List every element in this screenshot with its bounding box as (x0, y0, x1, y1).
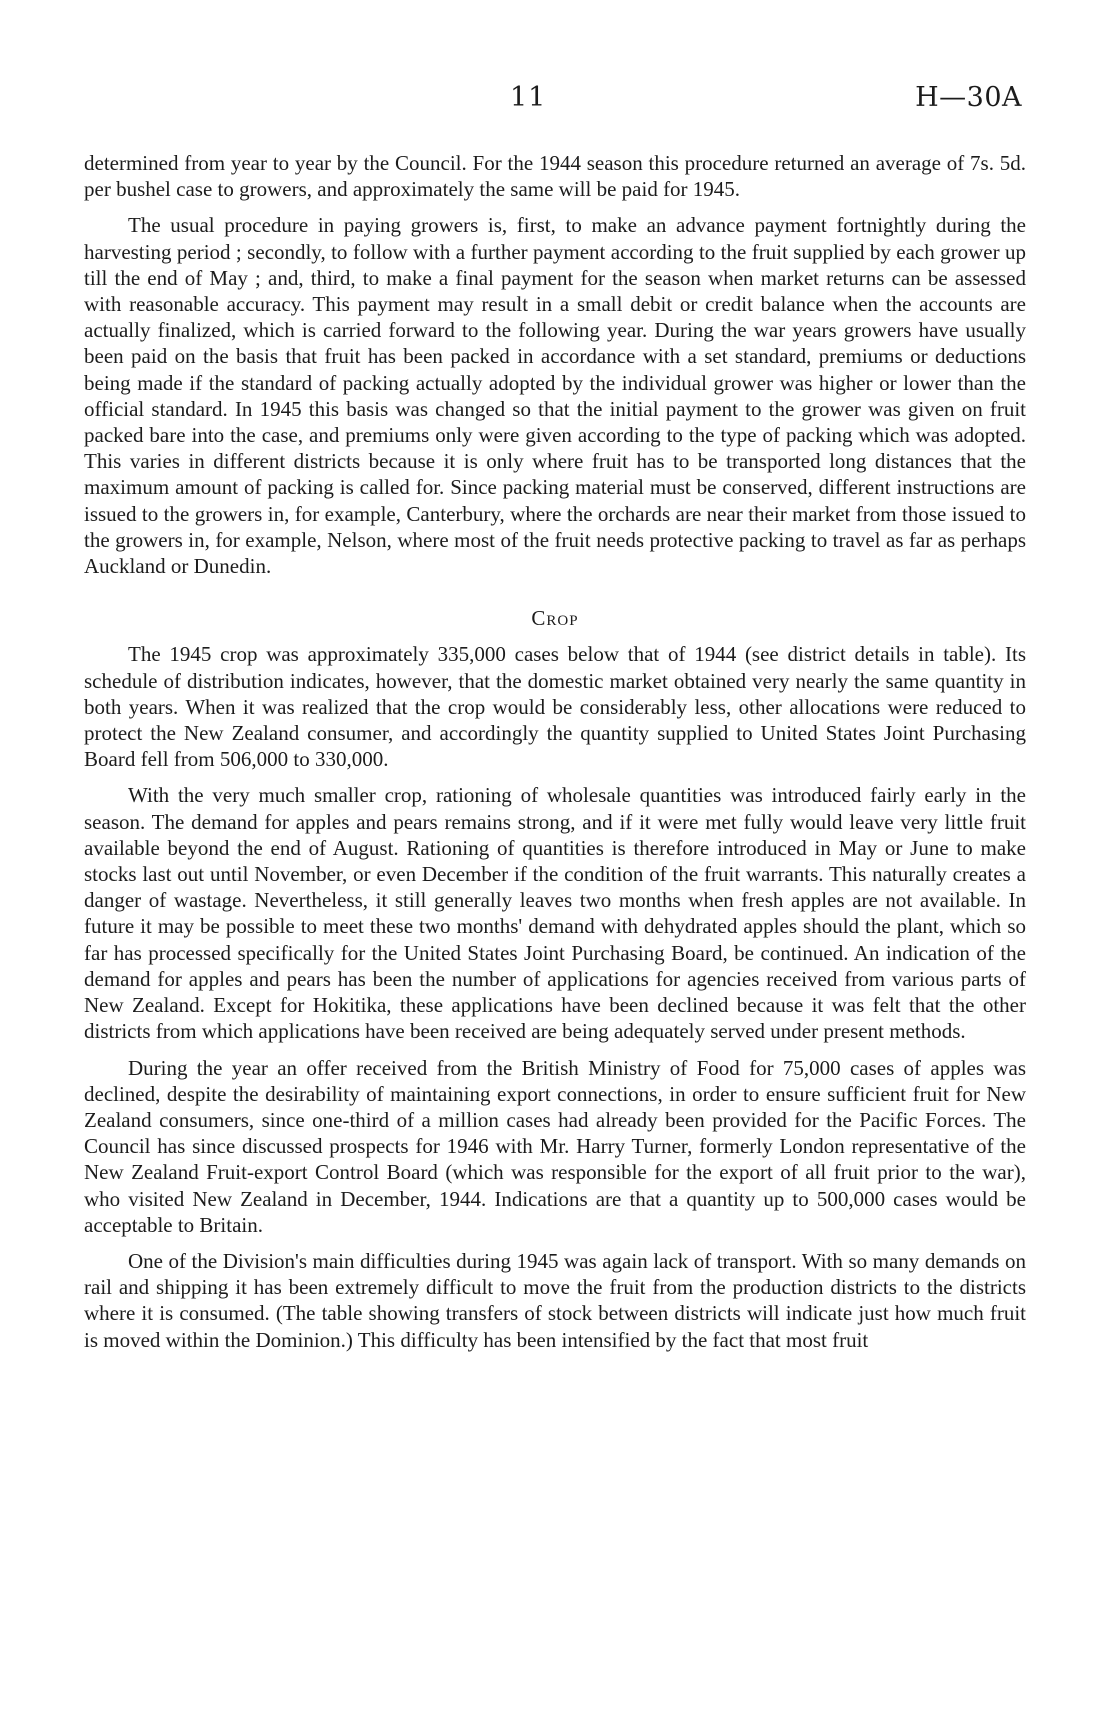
paragraph-transport: One of the Division's main difficulties during 1945 was again lack of transport. With so many demands on rail and shipping it has been extremely difficult to move the fruit from the production districts to the districts where it is consumed. (The table showing transfers of stock between districts will indicate just how much fruit is moved within the Dominion.) This difficulty has been intensified by the fact that most fruit (84, 1248, 1026, 1352)
section-heading-crop: Crop (531, 606, 579, 631)
paragraph-continuation: determined from year to year by the Council. For the 1944 season this procedure returned an average of 7s. 5d. per bushel case to growers, and approximately the same will be paid for 1945. (84, 151, 1026, 202)
body-text (84, 150, 1026, 1363)
paragraph-rationing: With the very much smaller crop, rationing of wholesale quantities was introduced fairly early in the season. The demand for apples and pears remains strong, and if it were met fully would leave very little fruit available beyond the end of August. Rationing of quantities is therefore introduced in May or June to make stocks last out until November, or even December if the condition of the fruit warrants. This naturally creates a danger of wastage. Nevertheless, it still generally leaves two months when fresh apples are not available. In future it may be possible to meet these two months' demand with dehydrated apples should the plant, which so far has processed specifically for the United States Joint Purchasing Board, be continued. An indication of the demand for apples and pears has been the number of applications for agencies received from various parts of New Zealand. Except for Hokitika, these applications have been declined because it was felt that the other districts from which applications have been received are being adequately served under present methods. (84, 783, 1026, 1044)
paragraph-export-offer: During the year an offer received from the British Ministry of Food for 75,000 cases of apples was declined, despite the desirability of maintaining export connections, in order to ensure sufficient fruit for New Zealand consumers, since one-third of a million cases had already been provided for the Pacific Forces. The Council has since discussed prospects for 1946 with Mr. Harry Turner, formerly London representative of the New Zealand Fruit-export Control Board (which was responsible for the export of all fruit prior to the war), who visited New Zealand in December, 1944. Indications are that a quantity up to 500,000 cases would be acceptable to Britain. (84, 1055, 1026, 1237)
page-number: 11 (510, 82, 547, 113)
document-reference: H—30A (915, 82, 1022, 113)
paragraph-payment-procedure: The usual procedure in paying growers is, first, to make an advance payment fortnightly during the harvesting period ; secondly, to follow with a further payment according to the fruit supplied by each grower up till the end of May ; and, third, to make a final payment for the season when market returns can be assessed with reasonable accuracy. This payment may result in a small debit or credit balance when the accounts are actually finalized, which is carried forward to the following year. During the war years growers have usually been paid on the basis that fruit has been packed in accordance with a set standard, premiums or deductions being made if the standard of packing actually adopted by the individual grower was higher or lower than the official standard. In 1945 this basis was changed so that the initial payment to the grower was given on fruit packed bare into the case, and premiums only were given according to the type of packing which was adopted. This varies in different districts because it is only where fruit has to be transported long distances that the maximum amount of packing is called for. Since packing material must be conserved, different instructions are issued to the growers in, for example, Canterbury, where the orchards are near their market from those issued to the growers in, for example, Nelson, where most of the fruit needs protective packing to travel as far as perhaps Auckland or Dunedin. (84, 213, 1026, 579)
paragraph-crop-size: The 1945 crop was approximately 335,000 cases below that of 1944 (see district details in table). Its schedule of distribution indicates, however, that the domestic market obtained very nearly the same quantity in both years. When it was realized that the crop would be considerably less, other allocations were reduced to protect the New Zealand consumer, and accordingly the quantity supplied to United States Joint Purchasing Board fell from 506,000 to 330,000. (84, 642, 1026, 772)
